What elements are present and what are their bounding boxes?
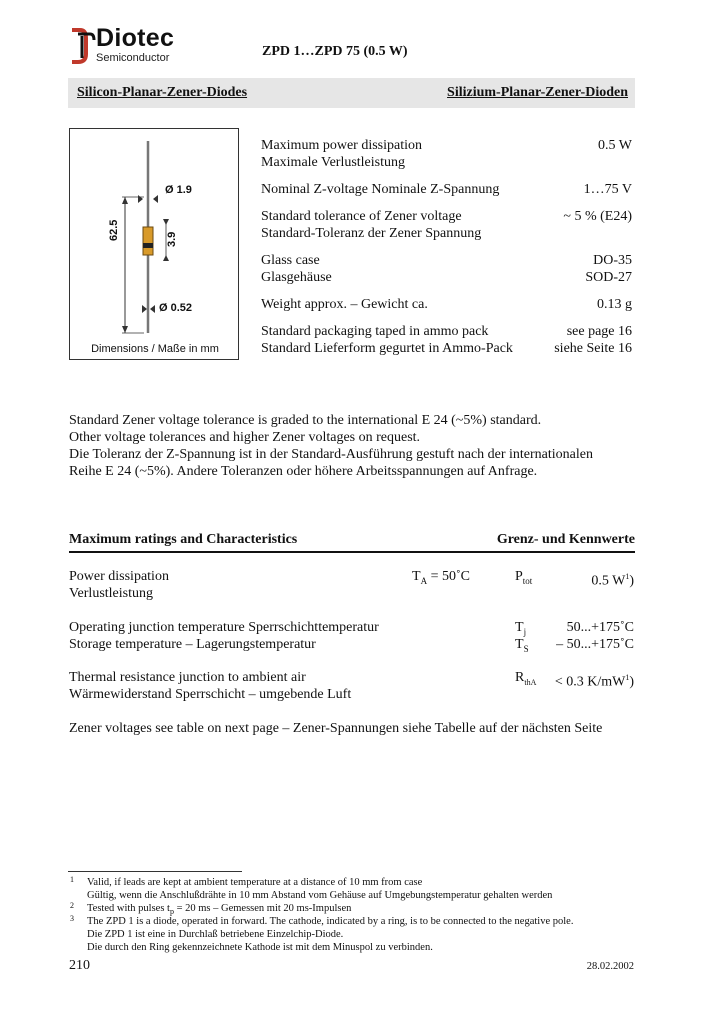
footnote-text: The ZPD 1 is a diode, operated in forward. The cathode, indicated by a ring, is to be connected to the negative pole. — [87, 916, 574, 927]
footnote-rule — [68, 871, 242, 872]
rating-symbol: $P_{tot}$ — [515, 569, 533, 586]
rating-label: Wärmewiderstand Sperrschicht – umgebende Luft — [69, 687, 352, 702]
spec-label: Standard tolerance of Zener voltage — [261, 209, 462, 224]
rating-symbol: $T_j$ — [515, 620, 527, 637]
spec-value: SOD-27 — [585, 270, 632, 285]
rating-value: 0.5 $W^1$) — [591, 572, 634, 589]
spec-value: see page 16 — [566, 324, 632, 339]
tolerance-note-en: Standard Zener voltage tolerance is graded to the international E 24 (~5%) standard. — [69, 413, 542, 428]
spec-value: 0.13 g — [597, 297, 632, 312]
spec-value: 0.5 W — [598, 138, 632, 153]
spec-label: Standard Lieferform gegurtet in Ammo-Pack — [261, 341, 513, 356]
dimension-diagram — [69, 128, 239, 360]
rating-symbol: $T_S$ — [515, 637, 529, 654]
dim-body-diameter: Ø 1.9 — [165, 184, 192, 196]
zener-voltages-note: Zener voltages see table on next page – Zener-Spannungen siehe Tabelle auf der nächsten Seite — [69, 721, 603, 736]
dim-total-length: 62.5 — [108, 219, 120, 241]
footnote-mark: 3 — [70, 914, 74, 923]
tolerance-note-de: Reihe E 24 (~5%). Andere Toleranzen oder höhere Arbeitsspannungen auf Anfrage. — [69, 464, 538, 479]
dim-body-length: 3.9 — [166, 231, 178, 247]
spec-label: Maximale Verlustleistung — [261, 155, 405, 170]
ratings-divider — [69, 551, 635, 553]
footnote-text: Die durch den Ring gekennzeichnete Kathode ist mit dem Minuspol zu verbinden. — [87, 942, 433, 953]
spec-label: Weight approx. – Gewicht ca. — [261, 297, 428, 312]
footnote-mark: 1 — [70, 875, 74, 884]
spec-value: siehe Seite 16 — [554, 341, 632, 356]
rating-value: < 0.3 $K/mW^1$) — [554, 673, 634, 690]
tolerance-note-en: Other voltage tolerances and higher Zener voltages on request. — [69, 430, 421, 445]
diagram-caption: Dimensions / Maße in mm — [91, 343, 219, 355]
rating-symbol: $R_{thA}$ — [515, 670, 537, 687]
footnote-text: Valid, if leads are kept at ambient temperature at a distance of 10 mm from case — [87, 877, 423, 888]
brand-name: Diotec — [96, 24, 175, 52]
subtitle-german: Silizium-Planar-Zener-Dioden — [447, 85, 628, 100]
spec-label: Standard packaging taped in ammo pack — [261, 324, 489, 339]
rating-label: Operating junction temperature Sperrschichttemperatur — [69, 620, 379, 635]
spec-label: Nominal Z-voltage Nominale Z-Spannung — [261, 182, 500, 197]
cathode-ring — [143, 243, 153, 248]
rating-condition: $T_A$ = 50˚C — [412, 569, 470, 586]
brand-subtitle: Semiconductor — [96, 52, 170, 64]
diotec-logo-icon — [68, 28, 96, 64]
spec-label: Glass case — [261, 253, 320, 268]
rating-label: Thermal resistance junction to ambient air — [69, 670, 306, 685]
diode-drawing — [70, 129, 240, 361]
spec-value: DO-35 — [593, 253, 632, 268]
page-date: 28.02.2002 — [586, 961, 634, 972]
rating-label: Storage temperature – Lagerungstemperatur — [69, 637, 316, 652]
dim-lead-diameter: Ø 0.52 — [159, 302, 193, 314]
page-title: ZPD 1…ZPD 75 (0.5 W) — [262, 44, 408, 59]
ratings-header-de: Grenz- und Kennwerte — [496, 532, 635, 547]
spec-value: ~ 5 % (E24) — [563, 209, 632, 224]
rating-value: – 50...+175˚C — [556, 637, 634, 652]
tolerance-note-de: Die Toleranz der Z-Spannung ist in der Standard-Ausführung gestuft nach der internationalen — [69, 447, 593, 462]
rating-label: Verlustleistung — [69, 586, 153, 601]
ratings-header-en: Maximum ratings and Characteristics — [69, 532, 298, 547]
rating-value: 50...+175˚C — [566, 620, 634, 635]
footnote-mark: 2 — [70, 901, 74, 910]
footnote-text: Gültig, wenn die Anschlußdrähte in 10 mm Abstand vom Gehäuse auf Umgebungstemperatur gehalten werden — [87, 890, 553, 901]
spec-label: Maximum power dissipation — [261, 138, 422, 153]
footnote-text: Die ZPD 1 ist eine in Durchlaß betriebene Einzelchip-Diode. — [87, 929, 344, 940]
footnote-text: Tested with pulses $t_p = 20$ ms – Gemessen mit 20 ms-Impulsen — [87, 903, 352, 917]
page-number: 210 — [69, 958, 90, 973]
rating-label: Power dissipation — [69, 569, 169, 584]
subtitle-english: Silicon-Planar-Zener-Diodes — [77, 85, 248, 100]
spec-label: Glasgehäuse — [261, 270, 332, 285]
spec-value: 1…75 V — [583, 182, 632, 197]
spec-label: Standard-Toleranz der Zener Spannung — [261, 226, 482, 241]
diode-body — [143, 227, 153, 255]
